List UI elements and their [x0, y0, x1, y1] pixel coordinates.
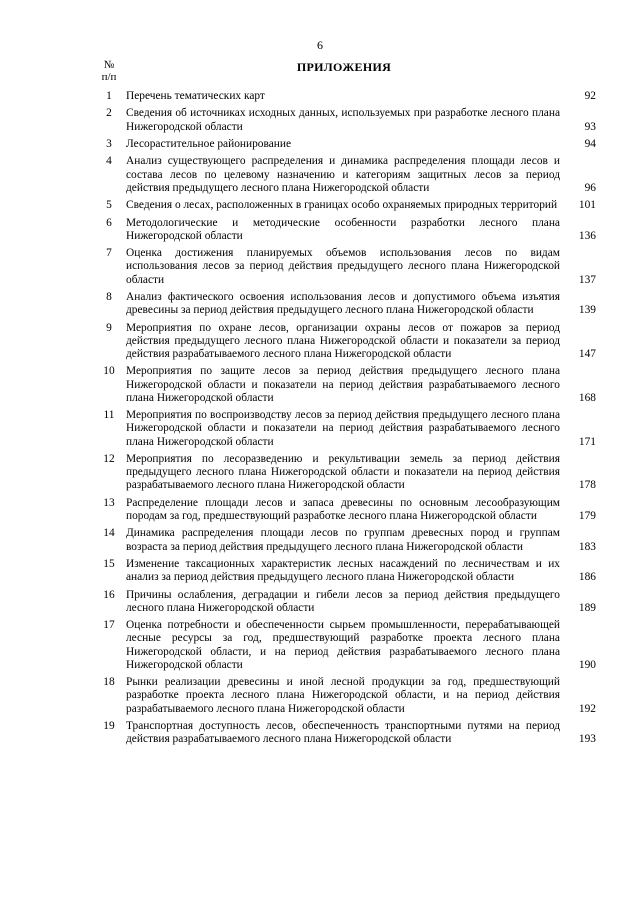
item-number: 18: [103, 676, 115, 689]
item-title: Анализ существующего распределения и динамика распределения площади лесов и состава лесов по целевому назначению и категориям защитных лесов за период действия предыдущего лесного плана Нижегородской области: [126, 155, 560, 194]
item-page-number: 93: [584, 120, 596, 133]
list-item: [92, 619, 596, 672]
item-title: Анализ фактического освоения использования лесов и допустимого объема изъятия древесины за период действия предыдущего лесного плана Нижегородской области: [126, 290, 560, 317]
appendix-header: [92, 59, 596, 89]
list-item: [92, 217, 596, 243]
item-title: Сведения о лесах, расположенных в границах особо охраняемых природных территорий: [126, 199, 558, 212]
list-item: [92, 558, 596, 584]
item-title: Динамика распределения площади лесов по группам древесных пород и группам возраста за период действия предыдущего лесного плана Нижегородской области: [126, 527, 560, 553]
number-sign-label: №: [103, 59, 115, 71]
list-item: [92, 527, 596, 553]
item-title: Оценка потребности и обеспеченности сырьем промышленности, перерабатывающей лесные ресурсы за год, предшествующий разработке проекта лесного плана Нижегородской области, и на период действия разрабатываемого лесного плана Нижегородской области: [126, 619, 560, 671]
item-title: Методологические и методические особенности разработки лесного плана Нижегородской области: [126, 216, 560, 242]
item-title: Оценка достижения планируемых объемов использования лесов по видам использования лесов за период действия предыдущего лесного плана Нижегородской области: [126, 247, 560, 286]
item-number: 13: [103, 496, 115, 509]
item-number: 2: [106, 107, 112, 120]
list-item: [92, 155, 596, 195]
item-number: 1: [106, 90, 112, 102]
item-page-number: 147: [578, 347, 596, 360]
item-number: 10: [103, 365, 115, 378]
item-page-number: 190: [578, 658, 596, 671]
item-title: Мероприятия по лесоразведению и рекультивации земель за период действия предыдущего лесного плана Нижегородской области и показатели на период действия разрабатываемого лесного плана Нижегородской области: [126, 452, 560, 492]
item-number: 7: [106, 247, 112, 260]
item-page-number: 92: [584, 90, 596, 102]
item-page-number: 94: [584, 137, 596, 150]
item-title: Лесорастительное районирование: [126, 137, 292, 150]
item-number: 5: [106, 199, 112, 212]
item-number: 16: [103, 588, 115, 601]
list-item: [92, 365, 596, 405]
item-page-number: 136: [578, 229, 596, 242]
appendix-list: [92, 90, 596, 751]
item-title: Сведения об источниках исходных данных, используемых при разработке лесного плана Нижегородской области: [126, 107, 560, 133]
item-title: Мероприятия по охране лесов, организации охраны лесов от пожаров за период действия предыдущего лесного плана Нижегородской области и показатели за период действия разрабатываемого лесного плана Нижегородской области: [126, 321, 560, 360]
item-number: 6: [106, 216, 112, 229]
item-number: 17: [103, 619, 115, 632]
item-page-number: 186: [578, 571, 596, 584]
page-number: 6: [317, 38, 323, 52]
item-page-number: 189: [578, 601, 596, 614]
item-page-number: 192: [578, 702, 596, 715]
item-title: Перечень тематических карт: [126, 90, 265, 102]
list-item: [92, 322, 596, 362]
item-title: Распределение площади лесов и запаса древесины по основным лесообразующим породам за год, предшествующий разработке лесного плана Нижегородской области: [126, 496, 560, 522]
list-item: [92, 138, 596, 151]
item-title: Мероприятия по воспроизводству лесов за период действия предыдущего лесного плана Нижегородской области и показатели на период действия разрабатываемого лесного плана Нижегородской области: [126, 409, 560, 448]
list-item: [92, 676, 596, 716]
list-item: [92, 90, 596, 103]
item-page-number: 137: [578, 273, 596, 286]
item-number: 3: [106, 137, 112, 150]
list-item: [92, 589, 596, 615]
list-item: [92, 453, 596, 493]
item-title: Мероприятия по защите лесов за период действия предыдущего лесного плана Нижегородской области и показатели на период действия разрабатываемого лесного плана Нижегородской области: [126, 365, 560, 404]
item-page-number: 171: [578, 435, 596, 448]
item-number: 4: [106, 155, 112, 168]
item-number: 11: [103, 409, 115, 422]
list-item: [92, 497, 596, 523]
item-page-number: 183: [578, 540, 596, 553]
item-page-number: 96: [584, 181, 596, 194]
section-title: ПРИЛОЖЕНИЯ: [296, 60, 392, 74]
item-page-number: 101: [578, 199, 596, 212]
item-page-number: 193: [578, 733, 596, 746]
item-number: 8: [106, 290, 112, 303]
item-page-number: 139: [578, 304, 596, 317]
item-page-number: 168: [578, 391, 596, 404]
item-number: 15: [103, 557, 115, 570]
list-item: [92, 247, 596, 287]
item-page-number: 179: [578, 509, 596, 522]
item-title: Причины ослабления, деградации и гибели лесов за период действия предыдущего лесного плана Нижегородской области: [126, 588, 560, 614]
item-title: Транспортная доступность лесов, обеспеченность транспортными путями на период действия разрабатываемого лесного плана Нижегородской области: [126, 719, 560, 746]
item-page-number: 178: [578, 479, 596, 492]
item-number: 14: [103, 527, 115, 540]
item-number: 9: [106, 321, 112, 334]
item-number: 12: [103, 452, 115, 465]
list-item: [92, 107, 596, 133]
list-item: [92, 291, 596, 317]
item-title: Изменение таксационных характеристик лесных насаждений по лесничествам и их анализ за период действия предыдущего лесного плана Нижегородской области: [126, 557, 560, 584]
list-item: [92, 409, 596, 449]
item-order-label: п/п: [101, 71, 117, 83]
list-item: [92, 720, 596, 746]
item-title: Рынки реализации древесины и иной лесной продукции за год, предшествующий разработке проекта лесного плана Нижегородской области, и на период действия разрабатываемого лесного плана Нижегородской области: [126, 676, 560, 715]
list-item: [92, 199, 596, 212]
item-number: 19: [103, 719, 115, 732]
